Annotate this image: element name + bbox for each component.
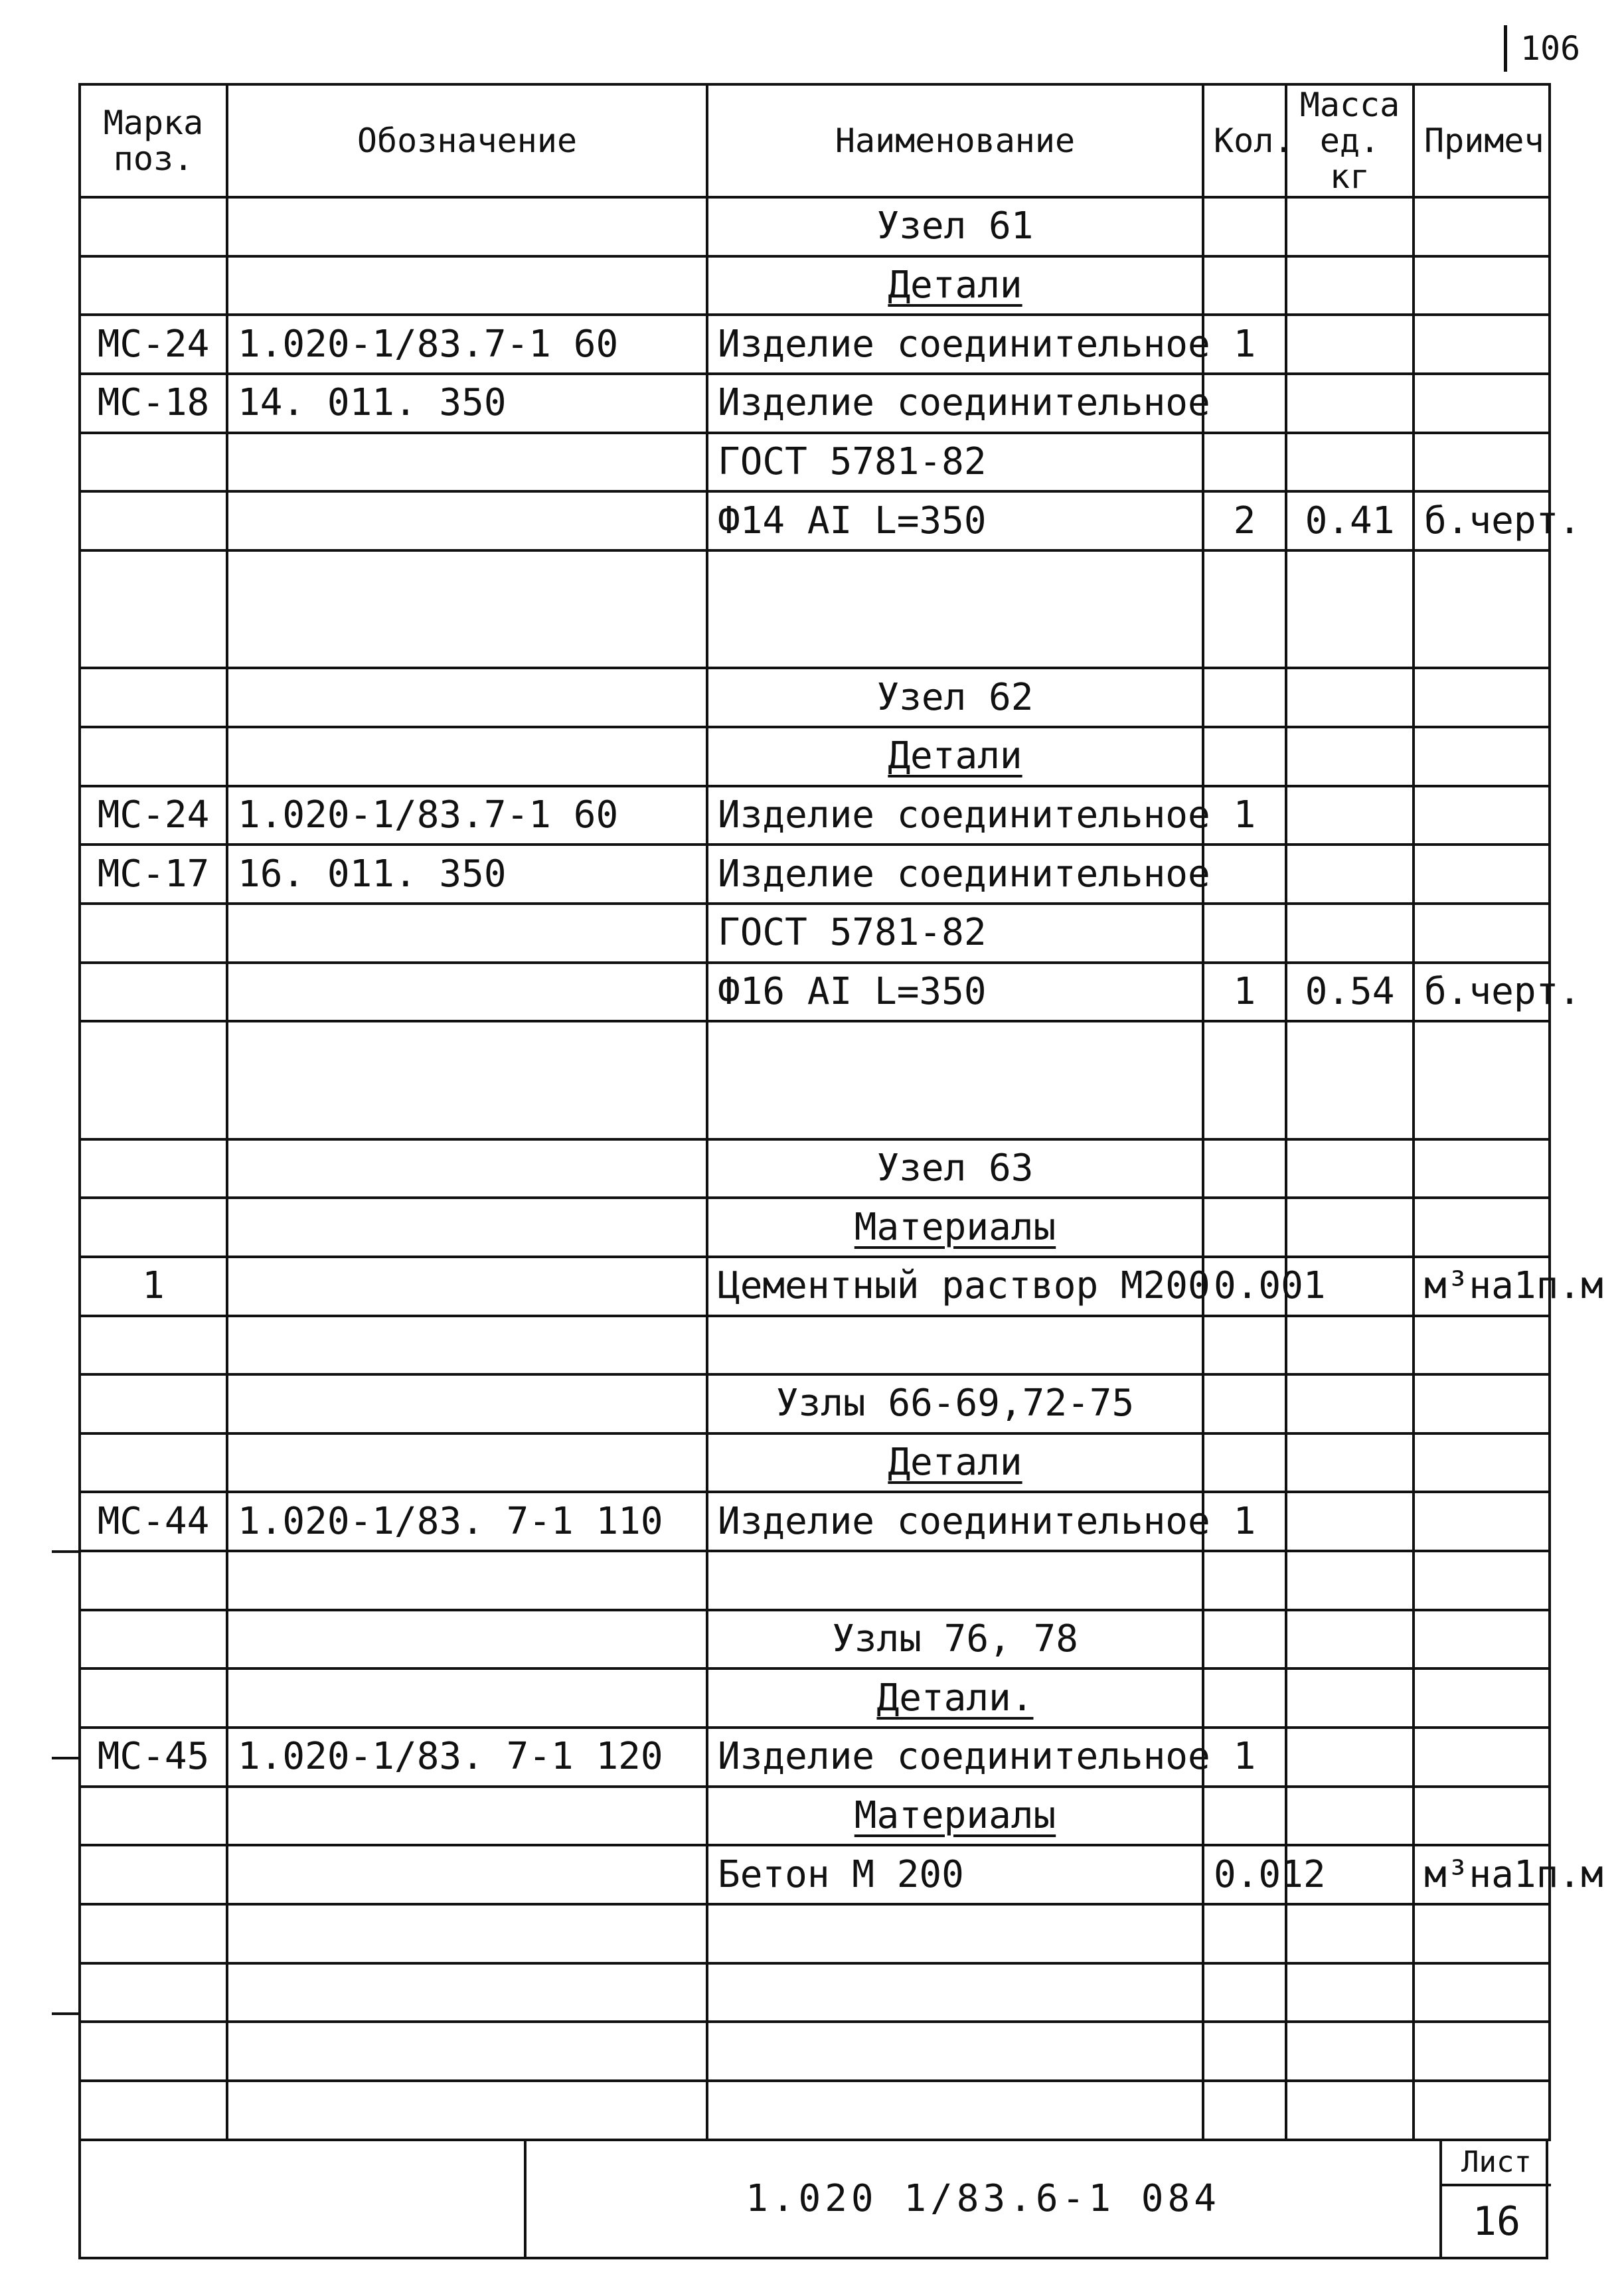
cell-designation xyxy=(227,668,707,727)
cell-note xyxy=(1414,550,1550,668)
cell-mark xyxy=(80,1551,227,1610)
header-designation: Обозначение xyxy=(227,84,707,197)
cell-mark xyxy=(80,550,227,668)
cell-note xyxy=(1414,2081,1550,2140)
cell-mass xyxy=(1286,1904,1414,1963)
cell-qty: 2 xyxy=(1203,491,1286,550)
table-row xyxy=(80,433,1550,492)
cell-mark xyxy=(80,963,227,1022)
table-row xyxy=(80,550,1550,668)
cell-mass: 0.41 xyxy=(1286,491,1414,550)
cell-note xyxy=(1414,1433,1550,1493)
cell-name: Изделие соединительное xyxy=(707,786,1203,845)
cell-qty xyxy=(1203,1551,1286,1610)
cell-qty xyxy=(1203,2081,1286,2140)
table-row xyxy=(80,2022,1550,2081)
cell-mass: 0.54 xyxy=(1286,963,1414,1022)
cell-mark: МС-45 xyxy=(80,1728,227,1787)
cell-note xyxy=(1414,1021,1550,1139)
cell-designation xyxy=(227,727,707,786)
cell-name xyxy=(707,1021,1203,1139)
cell-qty xyxy=(1203,1316,1286,1375)
cell-name xyxy=(707,1668,1203,1728)
cell-note xyxy=(1414,1963,1550,2022)
cell-qty: 1 xyxy=(1203,1492,1286,1551)
table-row xyxy=(80,845,1550,904)
cell-qty xyxy=(1203,1198,1286,1257)
cell-qty xyxy=(1203,845,1286,904)
cell-mark xyxy=(80,2081,227,2140)
cell-mass xyxy=(1286,2022,1414,2081)
margin-tick xyxy=(52,1550,78,1553)
cell-mark xyxy=(80,727,227,786)
table-row xyxy=(80,1728,1550,1787)
cell-mark xyxy=(80,668,227,727)
cell-name xyxy=(707,256,1203,315)
header-row xyxy=(80,84,1550,197)
table-row xyxy=(80,1316,1550,1375)
cell-mass xyxy=(1286,1728,1414,1787)
cell-name: Ф16 AI L=350 xyxy=(707,963,1203,1022)
cell-name: Изделие соединительное xyxy=(707,1492,1203,1551)
cell-mass xyxy=(1286,1610,1414,1669)
cell-mass xyxy=(1286,786,1414,845)
cell-designation xyxy=(227,1433,707,1493)
cell-mass xyxy=(1286,550,1414,668)
cell-note xyxy=(1414,1668,1550,1728)
cell-qty xyxy=(1203,2022,1286,2081)
cell-name xyxy=(707,1904,1203,1963)
cell-note xyxy=(1414,2022,1550,2081)
cell-designation xyxy=(227,550,707,668)
cell-designation xyxy=(227,1139,707,1198)
cell-mark xyxy=(80,1963,227,2022)
cell-note xyxy=(1414,668,1550,727)
cell-name xyxy=(707,1963,1203,2022)
cell-mark xyxy=(80,1316,227,1375)
cell-qty xyxy=(1203,197,1286,256)
cell-mass xyxy=(1286,1433,1414,1493)
cell-note: м³на1п.м xyxy=(1414,1257,1550,1316)
cell-note xyxy=(1414,1728,1550,1787)
cell-name: Бетон М 200 xyxy=(707,1845,1203,1904)
cell-designation xyxy=(227,1787,707,1846)
cell-name xyxy=(707,1433,1203,1493)
cell-designation xyxy=(227,2022,707,2081)
table-row xyxy=(80,256,1550,315)
cell-note xyxy=(1414,1316,1550,1375)
cell-note xyxy=(1414,374,1550,433)
cell-mass xyxy=(1286,1787,1414,1846)
cell-mark xyxy=(80,1904,227,1963)
cell-qty xyxy=(1203,1963,1286,2022)
section-subtitle: Детали. xyxy=(876,1676,1034,1720)
cell-mark xyxy=(80,1668,227,1728)
table-row xyxy=(80,1492,1550,1551)
section-subtitle: Материалы xyxy=(854,1794,1056,1838)
cell-qty xyxy=(1203,1021,1286,1139)
cell-qty xyxy=(1203,1433,1286,1493)
cell-name xyxy=(707,1316,1203,1375)
cell-name: Узлы 66-69,72-75 xyxy=(707,1374,1203,1433)
cell-mass xyxy=(1286,433,1414,492)
section-subtitle: Детали xyxy=(888,734,1022,778)
cell-designation: 1.020-1/83.7-1 60 xyxy=(227,315,707,374)
table-row xyxy=(80,963,1550,1022)
cell-mass xyxy=(1286,315,1414,374)
cell-mark xyxy=(80,1198,227,1257)
cell-note xyxy=(1414,845,1550,904)
specification-table xyxy=(78,83,1603,2141)
document-code: 1.020 1/83.6-1 084 xyxy=(746,2177,1220,2220)
cell-mark xyxy=(80,1021,227,1139)
cell-note xyxy=(1414,786,1550,845)
cell-note: б.черт. xyxy=(1414,491,1550,550)
table-row xyxy=(80,1433,1550,1493)
cell-name xyxy=(707,2022,1203,2081)
cell-mark: МС-24 xyxy=(80,315,227,374)
cell-mark xyxy=(80,1374,227,1433)
cell-note: м³на1п.м xyxy=(1414,1845,1550,1904)
cell-designation xyxy=(227,1198,707,1257)
title-block-empty-cell xyxy=(81,2141,527,2257)
cell-mass xyxy=(1286,904,1414,963)
cell-mark xyxy=(80,1845,227,1904)
cell-qty xyxy=(1203,727,1286,786)
table-row xyxy=(80,1668,1550,1728)
cell-name: Узел 62 xyxy=(707,668,1203,727)
cell-mark xyxy=(80,256,227,315)
cell-note: б.черт. xyxy=(1414,963,1550,1022)
cell-name: Изделие соединительное xyxy=(707,374,1203,433)
cell-qty xyxy=(1203,433,1286,492)
cell-designation xyxy=(227,491,707,550)
cell-mass xyxy=(1286,374,1414,433)
cell-designation xyxy=(227,1257,707,1316)
margin-tick xyxy=(52,1757,78,1759)
cell-qty xyxy=(1203,1904,1286,1963)
table-row xyxy=(80,1374,1550,1433)
cell-qty xyxy=(1203,1787,1286,1846)
table-row xyxy=(80,1904,1550,1963)
cell-mark xyxy=(80,1139,227,1198)
cell-qty xyxy=(1203,550,1286,668)
cell-designation xyxy=(227,197,707,256)
cell-name: Изделие соединительное xyxy=(707,845,1203,904)
cell-mass xyxy=(1286,845,1414,904)
sheet-label: Лист xyxy=(1442,2141,1551,2186)
cell-note xyxy=(1414,1551,1550,1610)
cell-name xyxy=(707,1551,1203,1610)
cell-qty xyxy=(1203,256,1286,315)
cell-designation xyxy=(227,904,707,963)
cell-name: Узел 61 xyxy=(707,197,1203,256)
table-row xyxy=(80,1551,1550,1610)
table-row xyxy=(80,2081,1550,2140)
cell-mark: МС-18 xyxy=(80,374,227,433)
cell-designation xyxy=(227,1610,707,1669)
table-row xyxy=(80,1787,1550,1846)
cell-note xyxy=(1414,256,1550,315)
table-row xyxy=(80,727,1550,786)
cell-mass xyxy=(1286,668,1414,727)
header-mass: Масса ед. кг xyxy=(1286,84,1414,197)
cell-note xyxy=(1414,433,1550,492)
cell-name: Изделие соединительное xyxy=(707,315,1203,374)
cell-mark xyxy=(80,433,227,492)
cell-name xyxy=(707,2081,1203,2140)
cell-mark: МС-44 xyxy=(80,1492,227,1551)
table-row xyxy=(80,1198,1550,1257)
page-number: 106 xyxy=(1504,25,1593,72)
table-row xyxy=(80,1610,1550,1669)
cell-mark: МС-17 xyxy=(80,845,227,904)
header-name: Наименование xyxy=(707,84,1203,197)
cell-mark xyxy=(80,491,227,550)
cell-qty xyxy=(1203,904,1286,963)
cell-name: Цементный раствор М200 xyxy=(707,1257,1203,1316)
cell-name xyxy=(707,1198,1203,1257)
section-subtitle: Детали xyxy=(888,263,1022,307)
cell-designation xyxy=(227,1845,707,1904)
header-note: Примеч xyxy=(1414,84,1550,197)
cell-name: Ф14 AI L=350 xyxy=(707,491,1203,550)
cell-designation xyxy=(227,1904,707,1963)
table-row xyxy=(80,1257,1550,1316)
cell-note xyxy=(1414,1492,1550,1551)
table-row xyxy=(80,491,1550,550)
cell-designation: 16. 011. 350 xyxy=(227,845,707,904)
cell-mass xyxy=(1286,256,1414,315)
cell-mass xyxy=(1286,1139,1414,1198)
section-subtitle: Детали xyxy=(888,1441,1022,1485)
cell-mass xyxy=(1286,1021,1414,1139)
cell-qty xyxy=(1203,1374,1286,1433)
cell-name: Узел 63 xyxy=(707,1139,1203,1198)
cell-note xyxy=(1414,1198,1550,1257)
cell-mark xyxy=(80,904,227,963)
table-row xyxy=(80,197,1550,256)
table-row xyxy=(80,786,1550,845)
cell-qty xyxy=(1203,1139,1286,1198)
cell-qty xyxy=(1203,374,1286,433)
cell-mark xyxy=(80,1787,227,1846)
cell-mass xyxy=(1286,1963,1414,2022)
cell-note xyxy=(1414,1787,1550,1846)
sheet-box xyxy=(1439,2141,1551,2257)
cell-designation xyxy=(227,1668,707,1728)
cell-note xyxy=(1414,1139,1550,1198)
cell-mass xyxy=(1286,2081,1414,2140)
cell-designation xyxy=(227,1551,707,1610)
cell-designation: 1.020-1/83. 7-1 110 xyxy=(227,1492,707,1551)
cell-qty: 1 xyxy=(1203,315,1286,374)
cell-qty: 1 xyxy=(1203,1728,1286,1787)
table-row xyxy=(80,1963,1550,2022)
cell-name xyxy=(707,550,1203,668)
cell-designation xyxy=(227,1021,707,1139)
cell-mass xyxy=(1286,1198,1414,1257)
table-row xyxy=(80,1021,1550,1139)
cell-note xyxy=(1414,1610,1550,1669)
cell-designation xyxy=(227,1316,707,1375)
header-mark: Марка поз. xyxy=(80,84,227,197)
cell-designation: 1.020-1/83. 7-1 120 xyxy=(227,1728,707,1787)
cell-mass xyxy=(1286,1316,1414,1375)
cell-qty: 0.001 xyxy=(1203,1257,1286,1316)
cell-designation xyxy=(227,963,707,1022)
cell-mark xyxy=(80,2022,227,2081)
cell-note xyxy=(1414,197,1550,256)
cell-mark xyxy=(80,197,227,256)
cell-qty: 0.012 xyxy=(1203,1845,1286,1904)
cell-qty xyxy=(1203,668,1286,727)
cell-note xyxy=(1414,1904,1550,1963)
cell-name xyxy=(707,727,1203,786)
cell-designation xyxy=(227,2081,707,2140)
table-row xyxy=(80,1845,1550,1904)
section-subtitle: Материалы xyxy=(854,1205,1056,1249)
cell-qty: 1 xyxy=(1203,786,1286,845)
table-row xyxy=(80,668,1550,727)
table-row xyxy=(80,315,1550,374)
cell-name: Узлы 76, 78 xyxy=(707,1610,1203,1669)
cell-name xyxy=(707,1787,1203,1846)
cell-designation xyxy=(227,1374,707,1433)
cell-mark: МС-24 xyxy=(80,786,227,845)
cell-mark: 1 xyxy=(80,1257,227,1316)
cell-note xyxy=(1414,904,1550,963)
table-row xyxy=(80,374,1550,433)
sheet-number: 16 xyxy=(1472,2198,1521,2245)
cell-name: Изделие соединительное xyxy=(707,1728,1203,1787)
cell-note xyxy=(1414,315,1550,374)
cell-note xyxy=(1414,1374,1550,1433)
cell-mass xyxy=(1286,1668,1414,1728)
margin-tick xyxy=(52,2012,78,2015)
cell-mass xyxy=(1286,1492,1414,1551)
cell-mark xyxy=(80,1433,227,1493)
cell-mark xyxy=(80,1610,227,1669)
cell-designation: 1.020-1/83.7-1 60 xyxy=(227,786,707,845)
cell-note xyxy=(1414,727,1550,786)
cell-designation xyxy=(227,256,707,315)
cell-mass xyxy=(1286,1374,1414,1433)
cell-name: ГОСТ 5781-82 xyxy=(707,433,1203,492)
cell-mass xyxy=(1286,1551,1414,1610)
header-qty: Кол. xyxy=(1203,84,1286,197)
title-block xyxy=(78,2141,1548,2259)
cell-designation xyxy=(227,433,707,492)
cell-qty xyxy=(1203,1668,1286,1728)
cell-qty: 1 xyxy=(1203,963,1286,1022)
table-row xyxy=(80,904,1550,963)
cell-designation xyxy=(227,1963,707,2022)
cell-qty xyxy=(1203,1610,1286,1669)
cell-name: ГОСТ 5781-82 xyxy=(707,904,1203,963)
cell-mass xyxy=(1286,197,1414,256)
cell-mass xyxy=(1286,727,1414,786)
cell-designation: 14. 011. 350 xyxy=(227,374,707,433)
table-row xyxy=(80,1139,1550,1198)
